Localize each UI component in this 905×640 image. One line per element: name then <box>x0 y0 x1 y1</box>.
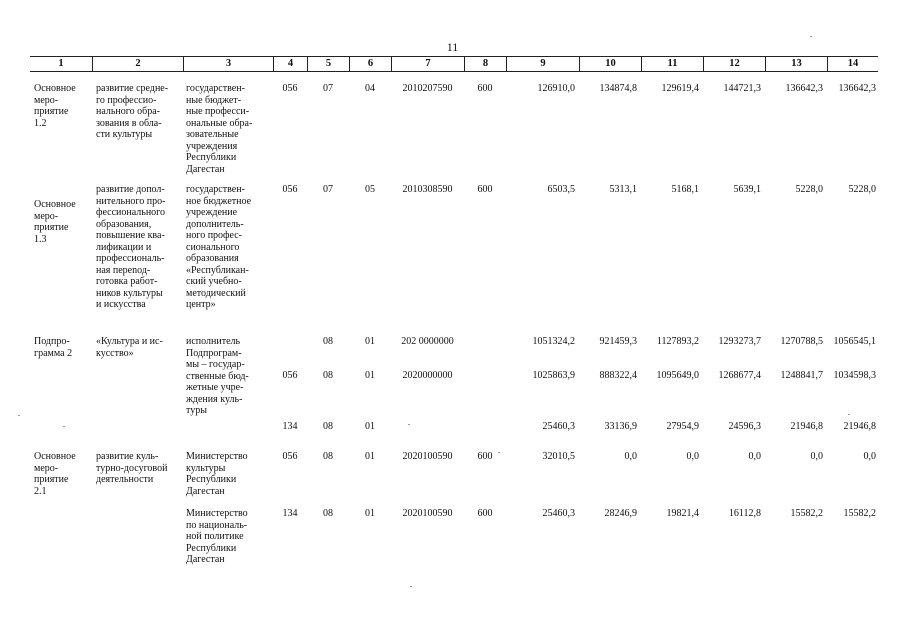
col-7-value: 2020100590 <box>402 451 453 462</box>
activity-description: развитие средне- го профессио- нального обра- зования в обла- сти культуры <box>96 83 169 140</box>
col-14-value: 1034598,3 <box>833 370 876 381</box>
activity-name: Основное меро- приятие 1.2 <box>34 83 76 129</box>
col-14-value: 21946,8 <box>843 421 876 432</box>
col-11-value: 19821,4 <box>666 508 699 519</box>
col-10-value: 134874,8 <box>599 83 637 94</box>
scan-speck <box>18 415 20 416</box>
header-col-14: 14 <box>827 57 878 71</box>
col-13-value: 1248841,7 <box>780 370 823 381</box>
header-col-1: 1 <box>58 58 64 69</box>
header-col-5: 5 <box>307 57 349 71</box>
col-8-value: 600 <box>477 184 493 195</box>
table-row <box>30 334 878 448</box>
col-11-value: 0,0 <box>686 451 699 462</box>
col-10-value: 33136,9 <box>604 421 637 432</box>
header-col-7: 7 <box>391 57 464 71</box>
header-col-2: 2 <box>92 57 183 71</box>
activity-name: Подпро- грамма 2 <box>34 336 73 359</box>
scan-speck <box>848 414 850 415</box>
col-6-value: 01 <box>365 421 375 432</box>
col-10-value: 921459,3 <box>599 336 637 347</box>
col-5-value: 07 <box>323 83 333 94</box>
header-col-4: 4 <box>273 57 307 71</box>
col-10-value: 5313,1 <box>609 184 637 195</box>
scan-speck <box>410 586 412 587</box>
activity-description: развитие допол- нительного про- фессионального образования, повышение ква- лификации и профессиональ- ная переnод- готовка работ- ников культуры и искусства <box>96 184 166 310</box>
table-row <box>30 72 878 184</box>
col-5-value: 08 <box>323 336 333 347</box>
col-6-value: 01 <box>365 451 375 462</box>
col-8-value: 600 <box>477 508 493 519</box>
col-12-value: 16112,8 <box>728 508 761 519</box>
col-10-value: 28246,9 <box>604 508 637 519</box>
col-4-value: 056 <box>282 451 298 462</box>
col-7-value: 2010308590 <box>402 184 453 195</box>
scan-speck <box>63 426 65 427</box>
activity-executor: исполнитель Подпрограм- мы – государ- ственные бюд- жетные учре- ждения куль- туры <box>186 336 249 416</box>
activity-executor: Министерство по националь- ной политике Республики Дагестан <box>186 508 248 565</box>
page-number: 11 <box>446 40 459 54</box>
col-10-value: 0,0 <box>624 451 637 462</box>
scan-speck <box>810 36 812 37</box>
col-14-value: 5228,0 <box>848 184 876 195</box>
col-6-value: 01 <box>365 508 375 519</box>
col-9-value: 25460,3 <box>542 421 575 432</box>
scan-speck <box>498 452 500 453</box>
col-13-value: 15582,2 <box>790 508 823 519</box>
col-6-value: 05 <box>365 184 375 195</box>
col-12-value: 5639,1 <box>733 184 761 195</box>
col-5-value: 08 <box>323 370 333 381</box>
col-13-value: 21946,8 <box>790 421 823 432</box>
col-4-value: 056 <box>282 370 298 381</box>
col-13-value: 0,0 <box>810 451 823 462</box>
col-10-value: 888322,4 <box>599 370 637 381</box>
activity-executor: государствен- ные бюджет- ные професси- ональные обра- зовательные учреждения Республики Дагестан <box>186 83 253 175</box>
col-9-value: 1051324,2 <box>532 336 575 347</box>
header-col-6: 6 <box>349 57 391 71</box>
col-5-value: 07 <box>323 184 333 195</box>
col-11-value: 27954,9 <box>666 421 699 432</box>
table-row <box>30 448 878 508</box>
activity-description: «Культура и ис- кусство» <box>96 336 163 359</box>
col-14-value: 0,0 <box>863 451 876 462</box>
activity-name: Основное меро- приятие 1.3 <box>34 199 76 245</box>
col-14-value: 136642,3 <box>838 83 876 94</box>
header-col-10: 10 <box>579 57 641 71</box>
col-4-value: 056 <box>282 83 298 94</box>
header-col-13: 13 <box>765 57 827 71</box>
col-7-value: 2010207590 <box>402 83 453 94</box>
col-7-value: 2020000000 <box>402 370 453 381</box>
header-col-11: 11 <box>641 57 703 71</box>
col-7-value: 202 0000000 <box>401 336 454 347</box>
col-12-value: 0,0 <box>748 451 761 462</box>
col-4-value: 134 <box>282 421 298 432</box>
col-9-value: 1025863,9 <box>532 370 575 381</box>
col-9-value: 32010,5 <box>542 451 575 462</box>
activity-executor: Министерство культуры Республики Дагестан <box>186 451 248 497</box>
col-12-value: 1293273,7 <box>718 336 761 347</box>
col-11-value: 129619,4 <box>661 83 699 94</box>
table-header <box>30 56 878 72</box>
table-row <box>30 184 878 334</box>
col-13-value: 136642,3 <box>785 83 823 94</box>
col-4-value: 056 <box>282 184 298 195</box>
activity-name: Основное меро- приятие 2.1 <box>34 451 76 497</box>
col-9-value: 6503,5 <box>547 184 575 195</box>
col-12-value: 24596,3 <box>728 421 761 432</box>
header-col-9: 9 <box>506 57 579 71</box>
budget-table <box>30 56 878 578</box>
col-4-value: 134 <box>282 508 298 519</box>
col-12-value: 1268677,4 <box>718 370 761 381</box>
col-14-value: 15582,2 <box>843 508 876 519</box>
col-11-value: 1095649,0 <box>656 370 699 381</box>
col-6-value: 04 <box>365 83 375 94</box>
col-13-value: 5228,0 <box>795 184 823 195</box>
col-14-value: 1056545,1 <box>833 336 876 347</box>
col-13-value: 1270788,5 <box>780 336 823 347</box>
col-5-value: 08 <box>323 421 333 432</box>
col-5-value: 08 <box>323 451 333 462</box>
col-8-value: 600 <box>477 451 493 462</box>
col-12-value: 144721,3 <box>723 83 761 94</box>
col-7-value: 2020100590 <box>402 508 453 519</box>
col-9-value: 25460,3 <box>542 508 575 519</box>
activity-executor: государствен- ное бюджетное учреждение дополнитель- ного профес- сионального образования «Республикан- ский учебно- методический центр» <box>186 184 252 310</box>
scan-speck <box>408 424 410 425</box>
header-col-8: 8 <box>464 57 506 71</box>
table-row <box>30 508 878 578</box>
header-col-3: 3 <box>183 57 273 71</box>
col-8-value: 600 <box>477 83 493 94</box>
col-6-value: 01 <box>365 370 375 381</box>
col-6-value: 01 <box>365 336 375 347</box>
col-9-value: 126910,0 <box>537 83 575 94</box>
col-5-value: 08 <box>323 508 333 519</box>
col-11-value: 1127893,2 <box>656 336 699 347</box>
activity-description: развитие куль- турно-досуговой деятельности <box>96 451 168 485</box>
header-col-12: 12 <box>703 57 765 71</box>
col-11-value: 5168,1 <box>671 184 699 195</box>
